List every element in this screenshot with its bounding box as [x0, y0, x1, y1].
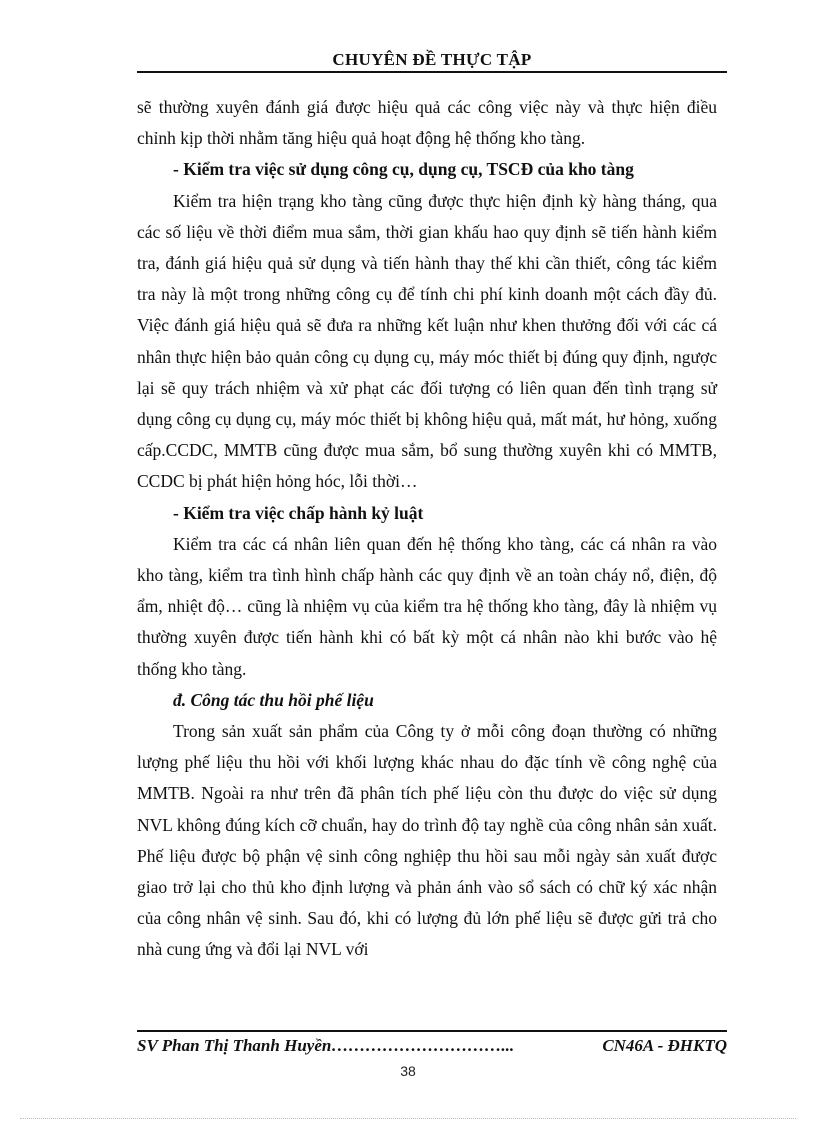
document-body	[137, 92, 717, 966]
section-heading-scrap-recovery: đ. Công tác thu hồi phế liệu	[173, 689, 374, 710]
footer-divider	[137, 1030, 727, 1032]
page-header-title: CHUYÊN ĐỀ THỰC TẬP	[332, 50, 532, 69]
footer-class: CN46A - ĐHKTQ	[602, 1036, 727, 1055]
paragraph-tool-inspection: Kiểm tra hiện trạng kho tàng cũng được thực hiện định kỳ hàng tháng, qua các số liệu về thời điểm mua sắm, thời gian khấu hao quy định sẽ tiến hành kiểm tra, đánh giá hiệu quả sử dụng và tiến hành thay thế khi cần thiết, công tác kiểm tra này là một trong những công cụ để tính chi phí kinh doanh một cách đầy đủ. Việc đánh giá hiệu quả sẽ đưa ra những kết luận như khen thưởng đối với các cá nhân thực hiện bảo quản công cụ dụng cụ, máy móc thiết bị đúng quy định, ngược lại sẽ quy trách nhiệm và xử phạt các đối tượng có liên quan đến tình trạng sử dụng công cụ dụng cụ, máy móc thiết bị không hiệu quả, mất mát, hư hỏng, xuống cấp.CCDC, MMTB cũng được mua sắm, bổ sung thường xuyên khi có MMTB, CCDC bị phát hiện hỏng hóc, lỗi thời…	[137, 190, 717, 492]
page-number: 38	[400, 1063, 416, 1079]
header-divider	[137, 71, 727, 73]
footer-author: SV Phan Thị Thanh Huyền…………………………...	[137, 1036, 515, 1055]
subheading-tool-inspection: - Kiểm tra việc sử dụng công cụ, dụng cụ, TSCĐ của kho tàng	[173, 159, 634, 180]
page-footer	[137, 1036, 727, 1056]
page-edge-divider	[20, 1118, 796, 1119]
paragraph-discipline-inspection: Kiểm tra các cá nhân liên quan đến hệ thống kho tàng, các cá nhân ra vào kho tàng, kiểm tra tình hình chấp hành các quy định về an toàn cháy nổ, điện, độ ẩm, nhiệt độ… cũng là nhiệm vụ của kiểm tra hệ thống kho tàng, đây là nhiệm vụ thường xuyên được tiến hành khi có bất kỳ một cá nhân nào khi bước vào hệ thống kho tàng.	[137, 533, 717, 679]
paragraph-continuation: sẽ thường xuyên đánh giá được hiệu quả các công việc này và thực hiện điều chỉnh kịp thời nhằm tăng hiệu quả hoạt động hệ thống kho tàng.	[137, 97, 717, 149]
subheading-discipline-inspection: - Kiểm tra việc chấp hành kỷ luật	[173, 502, 424, 523]
paragraph-scrap-recovery: Trong sản xuất sản phẩm của Công ty ở mỗi công đoạn thường có những lượng phế liệu thu hồi với khối lượng khác nhau do đặc tính về công nghệ của MMTB. Ngoài ra như trên đã phân tích phế liệu còn thu được do việc sử dụng NVL không đúng kích cỡ chuẩn, hay do trình độ tay nghề của công nhân sản xuất. Phế liệu được bộ phận vệ sinh công nghiệp thu hồi sau mỗi ngày sản xuất được giao trở lại cho thủ kho định lượng và phản ánh vào sổ sách có chữ ký xác nhận của công nhân vệ sinh. Sau đó, khi có lượng đủ lớn phế liệu sẽ được gửi trả cho nhà cung ứng và đổi lại NVL với	[137, 721, 717, 960]
